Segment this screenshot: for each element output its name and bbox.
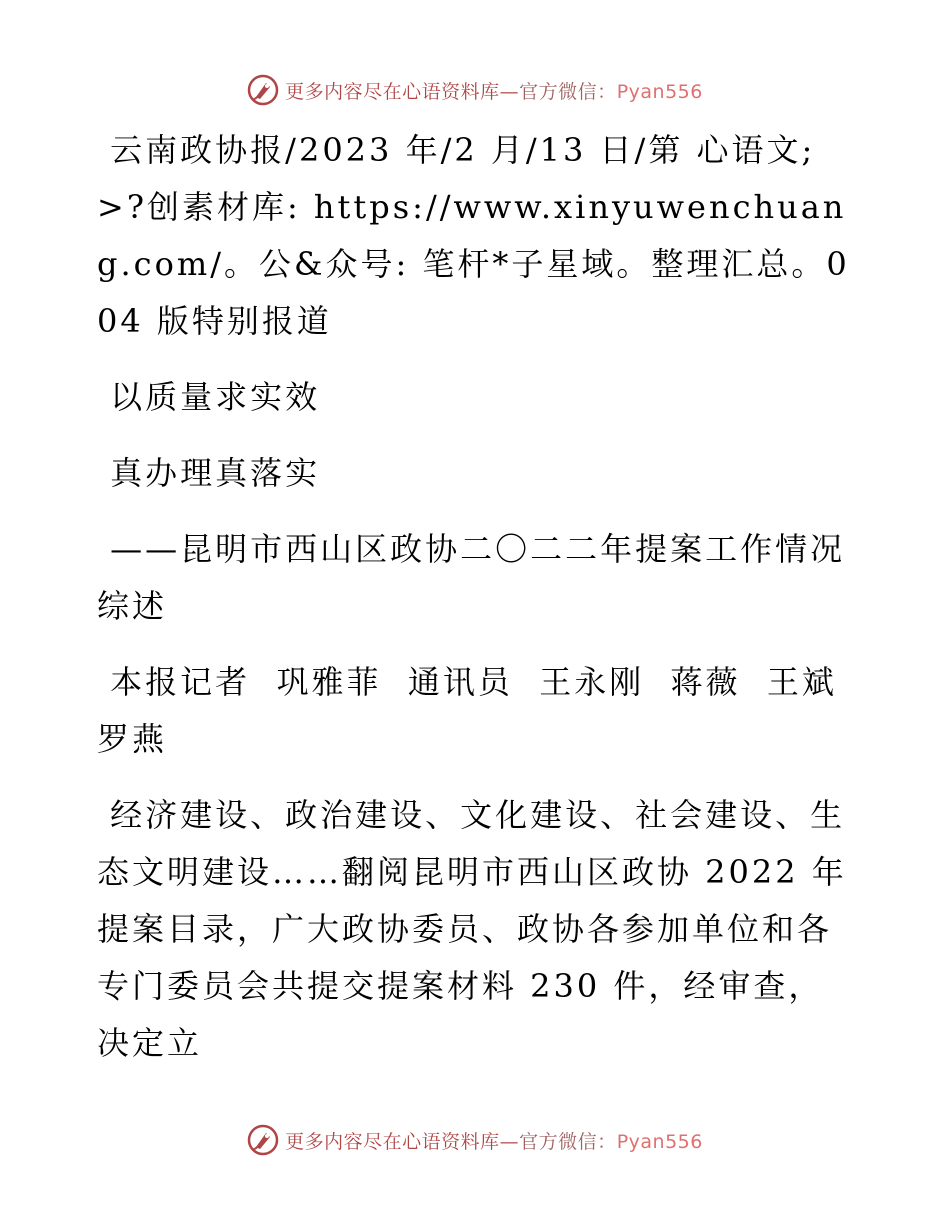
watermark-text [285, 1127, 703, 1154]
watermark-official-label: 官方微信： [519, 1130, 617, 1153]
watermark-dash: — [499, 80, 520, 103]
pen-nib-logo-icon [247, 74, 279, 106]
watermark-official-label: 官方微信： [519, 80, 617, 103]
watermark-wechat-id: Pyan556 [616, 1130, 703, 1153]
watermark-main-text: 更多内容尽在心语资料库 [285, 1130, 500, 1153]
watermark-text [285, 77, 703, 104]
pen-nib-logo-icon [247, 1124, 279, 1156]
document-body [97, 122, 864, 1072]
watermark-dash: — [499, 1130, 520, 1153]
header-watermark-banner [0, 70, 950, 110]
article-subtitle: ——昆明市西山区政协二〇二二年提案工作情况综述 [97, 530, 846, 625]
article-title-line-1: 以质量求实效 [97, 378, 321, 416]
footer-watermark-banner [0, 1120, 950, 1160]
watermark-wechat-id: Pyan556 [616, 80, 703, 103]
watermark-main-text: 更多内容尽在心语资料库 [285, 80, 500, 103]
article-byline: 本报记者 巩雅菲 通讯员 王永刚 蒋薇 王斌 罗燕 [97, 663, 864, 758]
body-paragraph: 经济建设、政治建设、文化建设、社会建设、生态文明建设……翻阅昆明市西山区政协 2022 年提案目录，广大政协委员、政协各参加单位和各专门委员会共提交提案材料 230 件，经审查，决定立 [97, 796, 847, 1062]
source-header-line: 云南政协报/2023 年/2 月/13 日/第 心语文;>?创素材库: https://www.xinyuwenchuang.com/。公&众号: 笔杆*子星域。整理汇总。004 版特别报道 [97, 131, 850, 340]
article-title-line-2: 真办理真落实 [97, 454, 321, 492]
